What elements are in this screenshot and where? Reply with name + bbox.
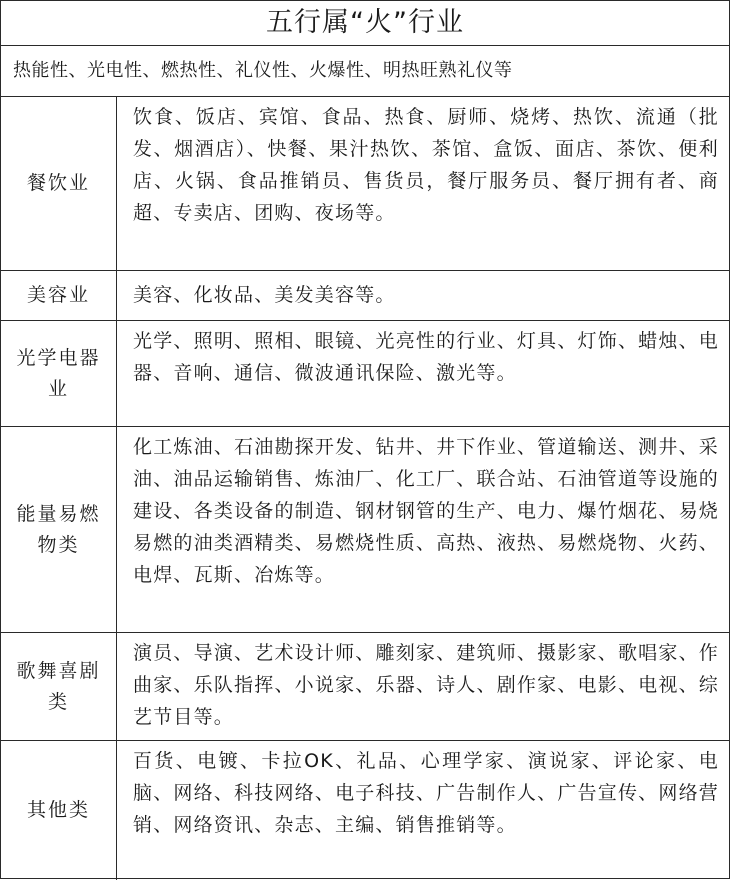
category-content: 光学、照明、照相、眼镜、光亮性的行业、灯具、灯饰、蜡烛、电器、音响、通信、微波通讯保险、激光等。: [133, 330, 719, 384]
table-title: 五行属“火”行业: [1, 1, 729, 46]
category-content: 饮食、饭店、宾馆、食品、热食、厨师、烧烤、热饮、流通（批发、烟酒店）、快餐、果汁热饮、茶馆、盒饭、面店、茶饮、便利店、火锅、食品推销员、售货员，餐厅服务员、餐厅拥有者、商超、专卖店、团购、夜场等。: [133, 106, 719, 224]
category-label: 光学电器业: [1, 321, 117, 426]
category-label: 美容业: [1, 271, 117, 320]
category-label: 能量易燃物类: [1, 427, 117, 632]
table-row-performing-arts: [1, 633, 729, 741]
table-row-others: [1, 741, 729, 880]
category-content: 美容、化妆品、美发美容等。: [133, 284, 396, 306]
category-label: 歌舞喜剧类: [1, 633, 117, 740]
category-content: 百货、电镀、卡拉OK、礼品、心理学家、演说家、评论家、电脑、网络、科技网络、电子科技、广告制作人、广告宣传、网络营销、网络资讯、杂志、主编、销售推销等。: [133, 750, 719, 836]
category-label: 其他类: [1, 741, 117, 880]
table-row-catering: [1, 97, 729, 271]
table-row-beauty: [1, 271, 729, 321]
table-row-energy: [1, 427, 729, 633]
category-label: 餐饮业: [1, 97, 117, 270]
traits-row: 热能性、光电性、燃热性、礼仪性、火爆性、明热旺熟礼仪等: [1, 46, 729, 97]
category-content: 演员、导演、艺术设计师、雕刻家、建筑师、摄影家、歌唱家、作曲家、乐队指挥、小说家、乐器、诗人、剧作家、电影、电视、综艺节目等。: [133, 642, 719, 728]
category-content: 化工炼油、石油勘探开发、钻井、井下作业、管道输送、测井、采油、油品运输销售、炼油厂、化工厂、联合站、石油管道等设施的建设、各类设备的制造、钢材钢管的生产、电力、爆竹烟花、易烧易燃的油类酒精类、易燃烧性质、高热、液热、易燃烧物、火药、电焊、瓦斯、冶炼等。: [133, 436, 719, 586]
table-row-optics: [1, 321, 729, 427]
